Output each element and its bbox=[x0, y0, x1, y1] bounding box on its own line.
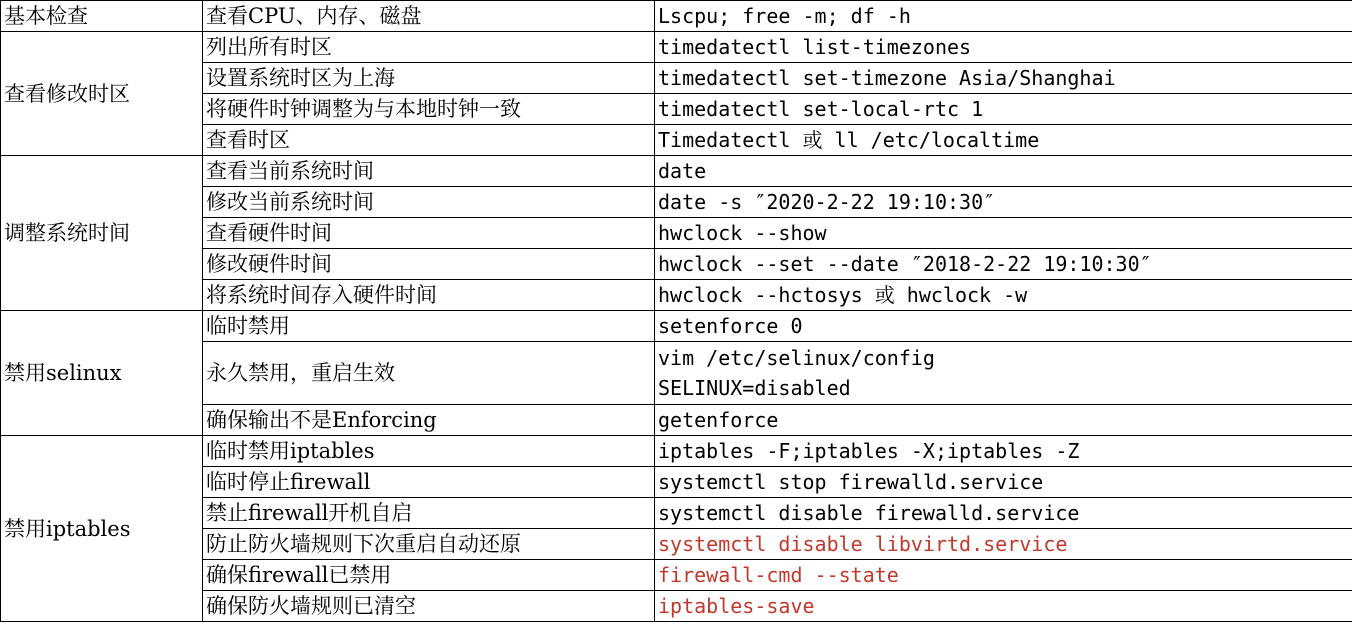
command-cell bbox=[655, 560, 1352, 591]
command-line: date bbox=[658, 159, 707, 183]
command-cell bbox=[655, 1, 1352, 32]
table-row bbox=[1, 405, 1352, 436]
command-line: SELINUX=disabled bbox=[658, 376, 851, 400]
command-line: iptables -F;iptables -X;iptables -Z bbox=[658, 439, 1080, 463]
table-row bbox=[1, 591, 1352, 622]
table-row bbox=[1, 32, 1352, 63]
command-cell bbox=[655, 342, 1352, 405]
command-cell bbox=[655, 591, 1352, 622]
description-cell: 查看CPU、内存、磁盘 bbox=[203, 1, 655, 32]
command-cell bbox=[655, 218, 1352, 249]
command-cell bbox=[655, 94, 1352, 125]
command-line: vim /etc/selinux/config bbox=[658, 346, 935, 370]
command-cell bbox=[655, 125, 1352, 156]
command-cell bbox=[655, 156, 1352, 187]
category-cell: 禁用iptables bbox=[1, 436, 203, 622]
table-row bbox=[1, 249, 1352, 280]
command-line: Timedatectl 或 ll /etc/localtime bbox=[658, 128, 1040, 152]
command-cell bbox=[655, 280, 1352, 311]
command-line: timedatectl set-timezone Asia/Shanghai bbox=[658, 66, 1116, 90]
command-cell bbox=[655, 32, 1352, 63]
table-row bbox=[1, 529, 1352, 560]
command-line: hwclock --hctosys 或 hwclock -w bbox=[658, 283, 1028, 307]
command-line: timedatectl set-local-rtc 1 bbox=[658, 97, 984, 121]
table-row bbox=[1, 498, 1352, 529]
description-cell: 修改硬件时间 bbox=[203, 249, 655, 280]
category-cell: 基本检查 bbox=[1, 1, 203, 32]
description-cell: 查看硬件时间 bbox=[203, 218, 655, 249]
description-cell: 临时禁用 bbox=[203, 311, 655, 342]
table-row bbox=[1, 467, 1352, 498]
command-cell bbox=[655, 436, 1352, 467]
command-line: iptables-save bbox=[658, 594, 815, 618]
description-cell: 确保输出不是Enforcing bbox=[203, 405, 655, 436]
description-cell: 禁止firewall开机自启 bbox=[203, 498, 655, 529]
table-row bbox=[1, 311, 1352, 342]
table-row bbox=[1, 94, 1352, 125]
description-cell: 设置系统时区为上海 bbox=[203, 63, 655, 94]
description-cell: 确保firewall已禁用 bbox=[203, 560, 655, 591]
command-cell bbox=[655, 498, 1352, 529]
description-cell: 永久禁用，重启生效 bbox=[203, 342, 655, 405]
table-row bbox=[1, 187, 1352, 218]
table-row bbox=[1, 63, 1352, 94]
command-line: firewall-cmd --state bbox=[658, 563, 899, 587]
description-cell: 查看时区 bbox=[203, 125, 655, 156]
table-row bbox=[1, 1, 1352, 32]
command-line: date -s ″2020-2-22 19:10:30″ bbox=[658, 190, 996, 214]
description-cell: 列出所有时区 bbox=[203, 32, 655, 63]
command-line: getenforce bbox=[658, 408, 779, 432]
command-line: hwclock --show bbox=[658, 221, 827, 245]
description-cell: 临时停止firewall bbox=[203, 467, 655, 498]
command-line: systemctl disable firewalld.service bbox=[658, 501, 1080, 525]
table-row bbox=[1, 125, 1352, 156]
table-row bbox=[1, 156, 1352, 187]
command-cell bbox=[655, 187, 1352, 218]
table-row bbox=[1, 436, 1352, 467]
command-cell bbox=[655, 249, 1352, 280]
category-cell: 禁用selinux bbox=[1, 311, 203, 436]
table-row bbox=[1, 560, 1352, 591]
category-cell: 查看修改时区 bbox=[1, 32, 203, 156]
command-cell bbox=[655, 529, 1352, 560]
description-cell: 将系统时间存入硬件时间 bbox=[203, 280, 655, 311]
category-cell: 调整系统时间 bbox=[1, 156, 203, 311]
table-row bbox=[1, 218, 1352, 249]
description-cell: 查看当前系统时间 bbox=[203, 156, 655, 187]
description-cell: 确保防火墙规则已清空 bbox=[203, 591, 655, 622]
command-line: systemctl disable libvirtd.service bbox=[658, 532, 1068, 556]
table-row bbox=[1, 342, 1352, 405]
commands-table-body bbox=[1, 1, 1352, 622]
command-line: systemctl stop firewalld.service bbox=[658, 470, 1044, 494]
command-cell bbox=[655, 405, 1352, 436]
description-cell: 临时禁用iptables bbox=[203, 436, 655, 467]
description-cell: 修改当前系统时间 bbox=[203, 187, 655, 218]
command-cell bbox=[655, 63, 1352, 94]
command-line: timedatectl list-timezones bbox=[658, 35, 972, 59]
command-cell bbox=[655, 311, 1352, 342]
command-line: Lscpu; free -m; df -h bbox=[658, 4, 911, 28]
table-row bbox=[1, 280, 1352, 311]
command-line: hwclock --set --date ″2018-2-22 19:10:30″ bbox=[658, 252, 1152, 276]
command-line: setenforce 0 bbox=[658, 314, 803, 338]
description-cell: 将硬件时钟调整为与本地时钟一致 bbox=[203, 94, 655, 125]
description-cell: 防止防火墙规则下次重启自动还原 bbox=[203, 529, 655, 560]
command-cell bbox=[655, 467, 1352, 498]
